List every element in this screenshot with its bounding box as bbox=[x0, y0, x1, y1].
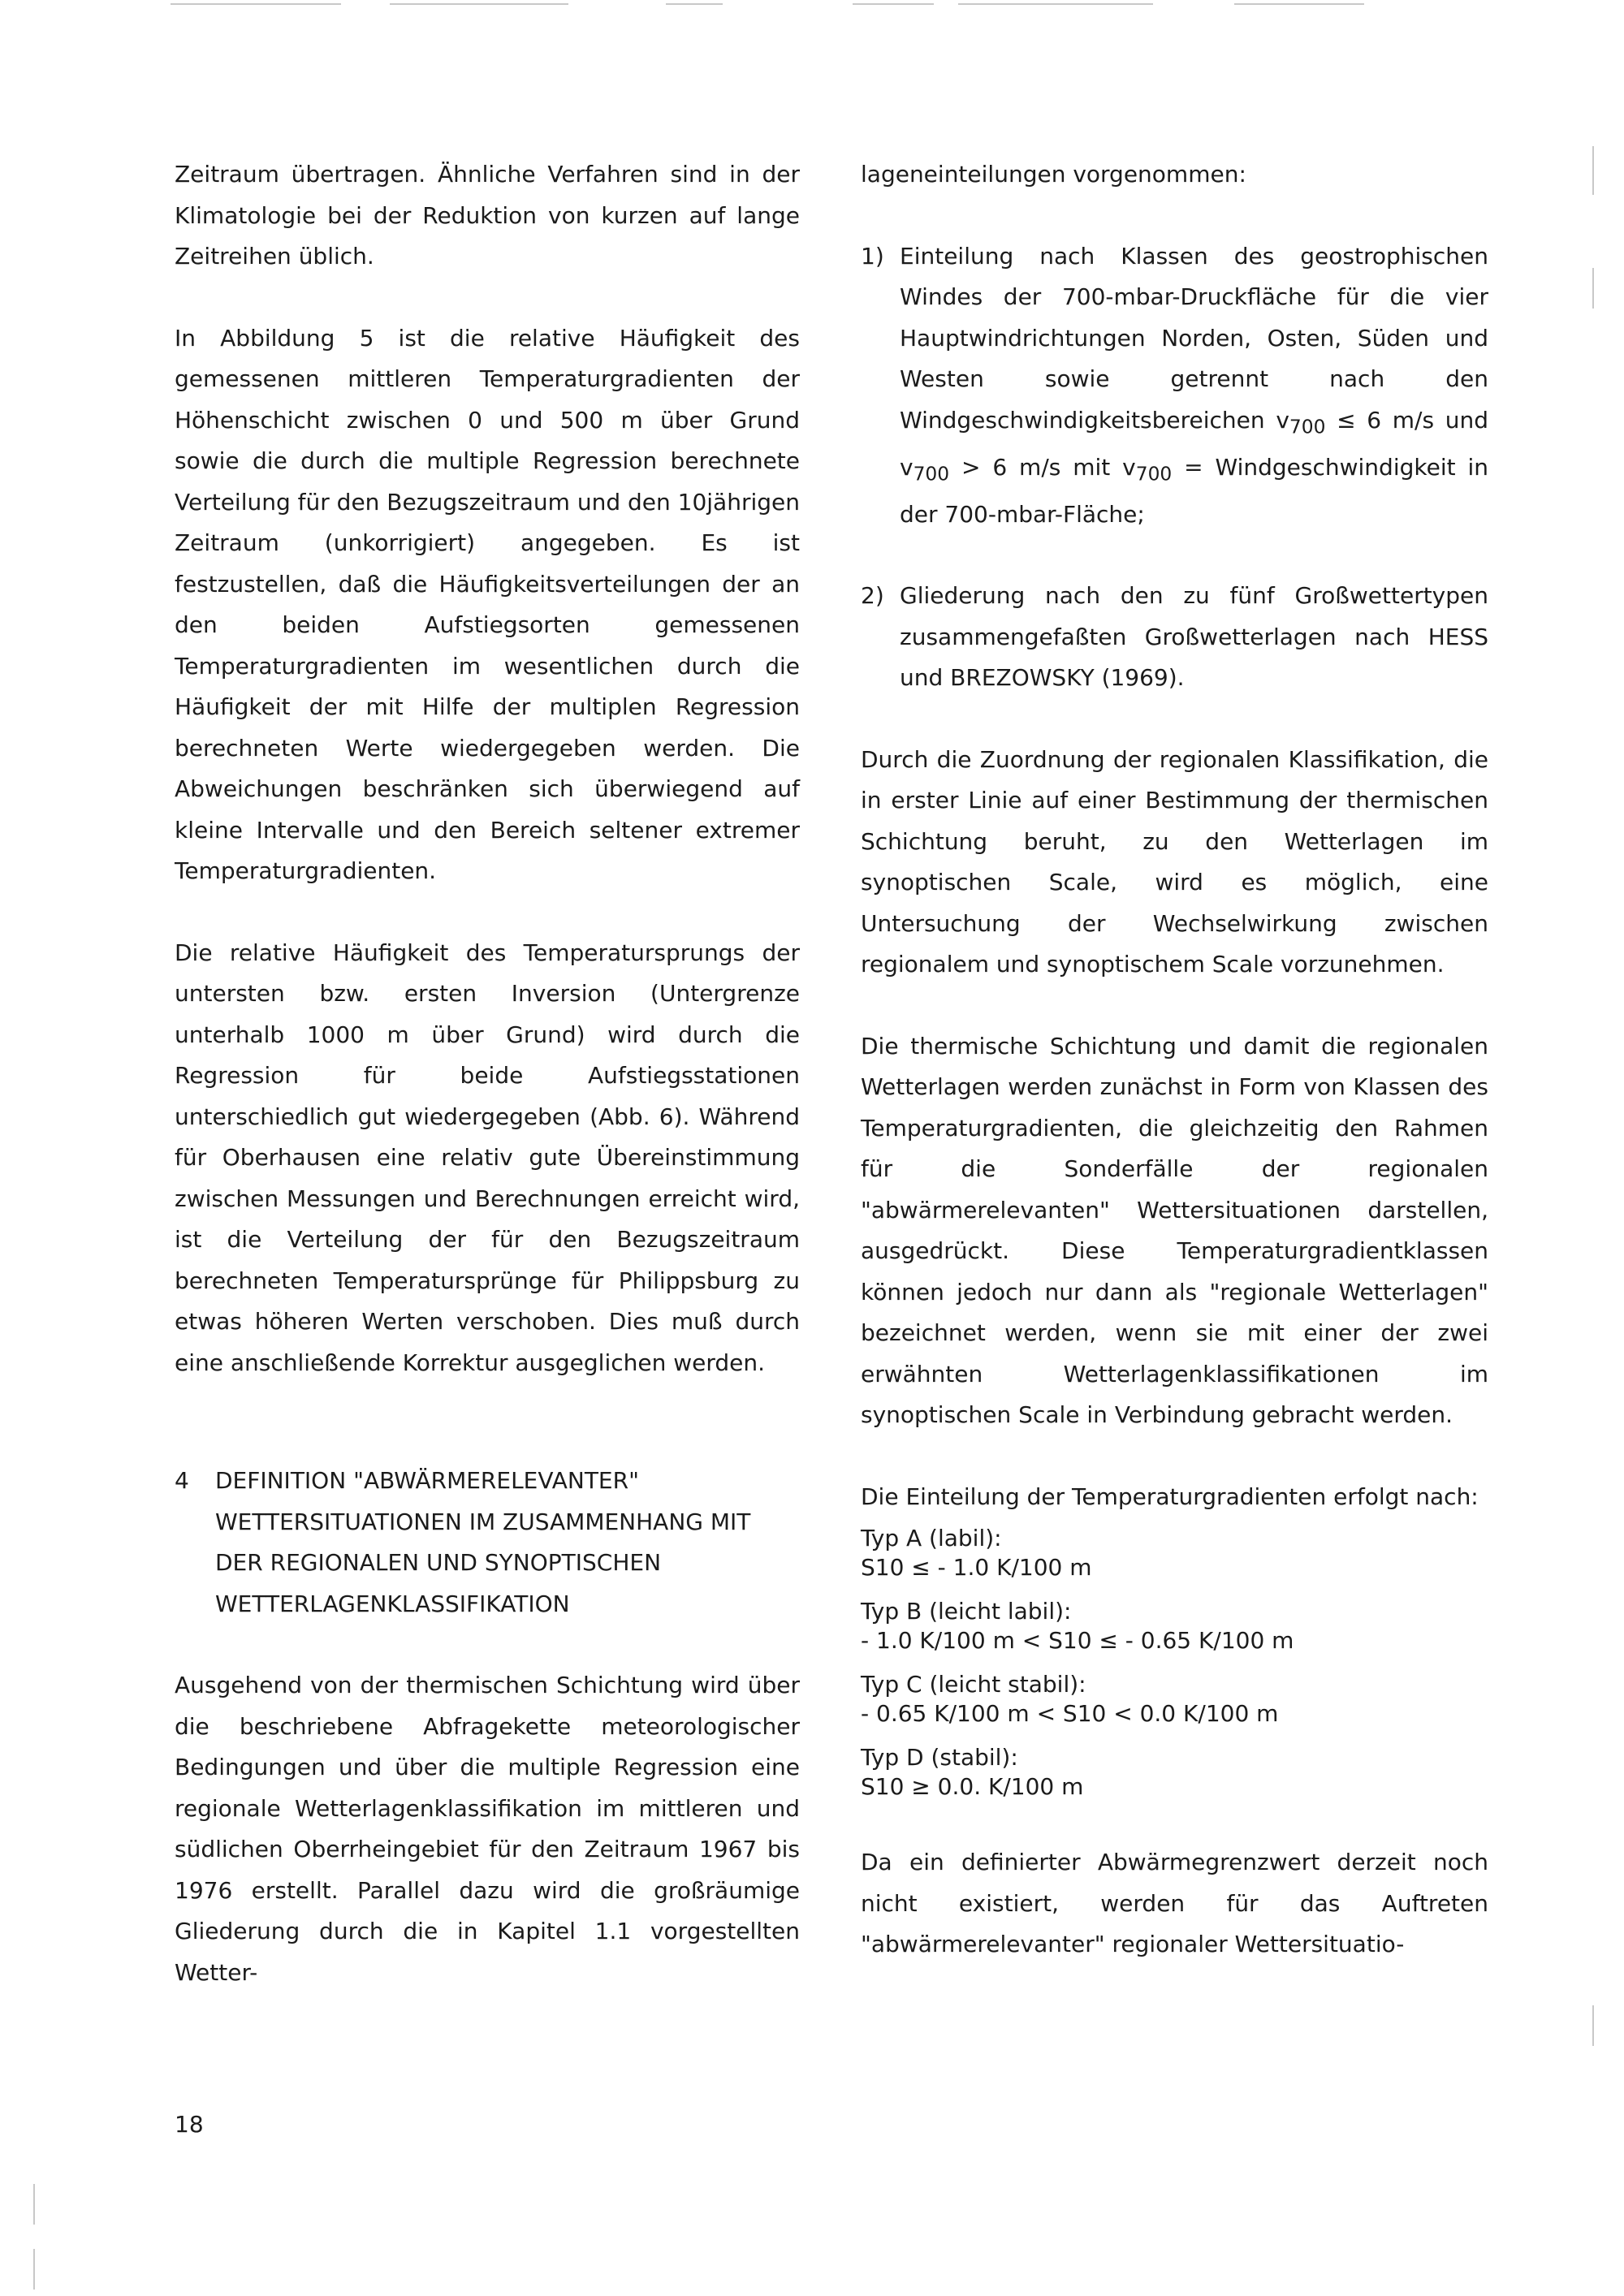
section-number: 4 bbox=[175, 1467, 189, 1494]
list-number-2: 2) bbox=[861, 582, 884, 610]
right-intro: lageneinteilungen vorgenommen: bbox=[861, 161, 1246, 188]
left-paragraph-2: In Abbildung 5 ist die relative Häufigkeit des gemessenen mittleren Temperaturgradienten der Höhenschicht zwischen 0 und 500 m über Grund sowie die durch die multiple Regression berechnete Verteilung für den Bezugszeitraum und den 10jährigen Zeitraum (unkorrigiert) angegeben. Es ist festzustellen, daß die Häufigkeitsverteilungen der an den beiden Aufstiegsorten gemessenen Temperaturgradienten im wesentlichen durch die Häufigkeit der mit Hilfe der multiplen Regression berechneten Werte wiedergegeben werden. Die Abweichungen beschränken sich überwiegend auf kleine Intervalle und den Bereich seltener extremer Temperaturgradienten. bbox=[175, 324, 800, 884]
typ-a-label: Typ A (labil): bbox=[861, 1525, 1002, 1552]
left-column bbox=[175, 154, 800, 1993]
list-number-1: 1) bbox=[861, 242, 884, 270]
list-item-1: 1) Einteilung nach Klassen des geostrophischen Windes der 700-mbar-Druckfläche für die vier Hauptwindrichtungen Norden, Osten, Süden und Westen sowie getrennt nach den Windgeschwindigkeitsbereichen $v_{700} \le 6$ m/s und $v_{700} > 6$ m/s mit $v_{700}$ = Windgeschwindigkeit in der 700-mbar-Fläche; bbox=[861, 236, 1488, 536]
section-heading bbox=[175, 1461, 800, 1625]
left-paragraph-3: Die relative Häufigkeit des Temperatursprungs der untersten bzw. ersten Inversion (Untergrenze unterhalb 1000 m über Grund) wird durch die Regression für beide Aufstiegsstationen unterschiedlich gut wiedergegeben (Abb. 6). Während für Oberhausen eine relativ gute Übereinstimmung zwischen Messungen und Berechnungen erreicht wird, ist die Verteilung der für den Bezugszeitraum berechneten Temperatursprünge für Philippsburg zu etwas höheren Werten verschoben. Dies muß durch eine anschließende Korrektur ausgeglichen werden. bbox=[175, 939, 800, 1376]
typ-b-condition: - 1.0 K/100 m < S10 ≤ - 0.65 K/100 m bbox=[861, 1627, 1294, 1655]
typ-a-condition: S10 ≤ - 1.0 K/100 m bbox=[861, 1554, 1092, 1582]
typ-c-condition: - 0.65 K/100 m < S10 < 0.0 K/100 m bbox=[861, 1700, 1279, 1728]
right-paragraph-3: Die Einteilung der Temperaturgradienten erfolgt nach: bbox=[861, 1482, 1479, 1510]
left-paragraph-4: Ausgehend von der thermischen Schichtung wird über die beschriebene Abfragekette meteorologischer Bedingungen und über die multiple Regression eine regionale Wetterlagenklassifikation im mittleren und südlichen Oberrheingebiet für den Zeitraum 1967 bis 1976 erstellt. Parallel dazu wird die großräumige Gliederung durch die in Kapitel 1.1 vorgestellten Wetter- bbox=[175, 1672, 800, 1986]
list-item-2: 2) Gliederung nach den zu fünf Großwettertypen zusammengefaßten Großwetterlagen nach HESS und BREZOWSKY (1969). bbox=[861, 576, 1488, 699]
right-paragraph-4: Da ein definierter Abwärmegrenzwert derzeit noch nicht existiert, werden für das Auftreten "abwärmerelevanter" regionaler Wettersituatio- bbox=[861, 1849, 1488, 1958]
right-column bbox=[861, 154, 1488, 1966]
section-title: DEFINITION "ABWÄRMERELEVANTER" WETTERSITUATIONEN IM ZUSAMMENHANG MIT DER REGIONALEN UND SYNOPTISCHEN WETTERLAGENKLASSIFIKATION bbox=[215, 1467, 751, 1617]
right-paragraph-2: Die thermische Schichtung und damit die regionalen Wetterlagen werden zunächst in Form von Klassen des Temperaturgradienten, die gleichzeitig den Rahmen für die Sonderfälle der regionalen "abwärmerelevanten" Wettersituationen darstellen, ausgedrückt. Diese Temperaturgradientklassen können jedoch nur dann als "regionale Wetterlagen" bezeichnet werden, wenn sie mit einer der zwei erwähnten Wetterlagenklassifikationen im synoptischen Scale in Verbindung gebracht werden. bbox=[861, 1032, 1488, 1429]
right-paragraph-1: Durch die Zuordnung der regionalen Klassifikation, die in erster Linie auf einer Bestimmung der thermischen Schichtung beruht, zu den Wetterlagen im synoptischen Scale, wird es möglich, eine Untersuchung der Wechselwirkung zwischen regionalem und synoptischem Scale vorzunehmen. bbox=[861, 745, 1488, 978]
typ-c-label: Typ C (leicht stabil): bbox=[861, 1671, 1086, 1698]
page-number: 18 bbox=[175, 2111, 204, 2138]
typ-d-label: Typ D (stabil): bbox=[861, 1744, 1018, 1772]
typ-b-label: Typ B (leicht labil): bbox=[861, 1598, 1072, 1625]
typ-d-condition: S10 ≥ 0.0. K/100 m bbox=[861, 1773, 1084, 1801]
left-paragraph-1: Zeitraum übertragen. Ähnliche Verfahren sind in der Klimatologie bei der Reduktion von kurzen auf lange Zeitreihen üblich. bbox=[175, 161, 800, 270]
